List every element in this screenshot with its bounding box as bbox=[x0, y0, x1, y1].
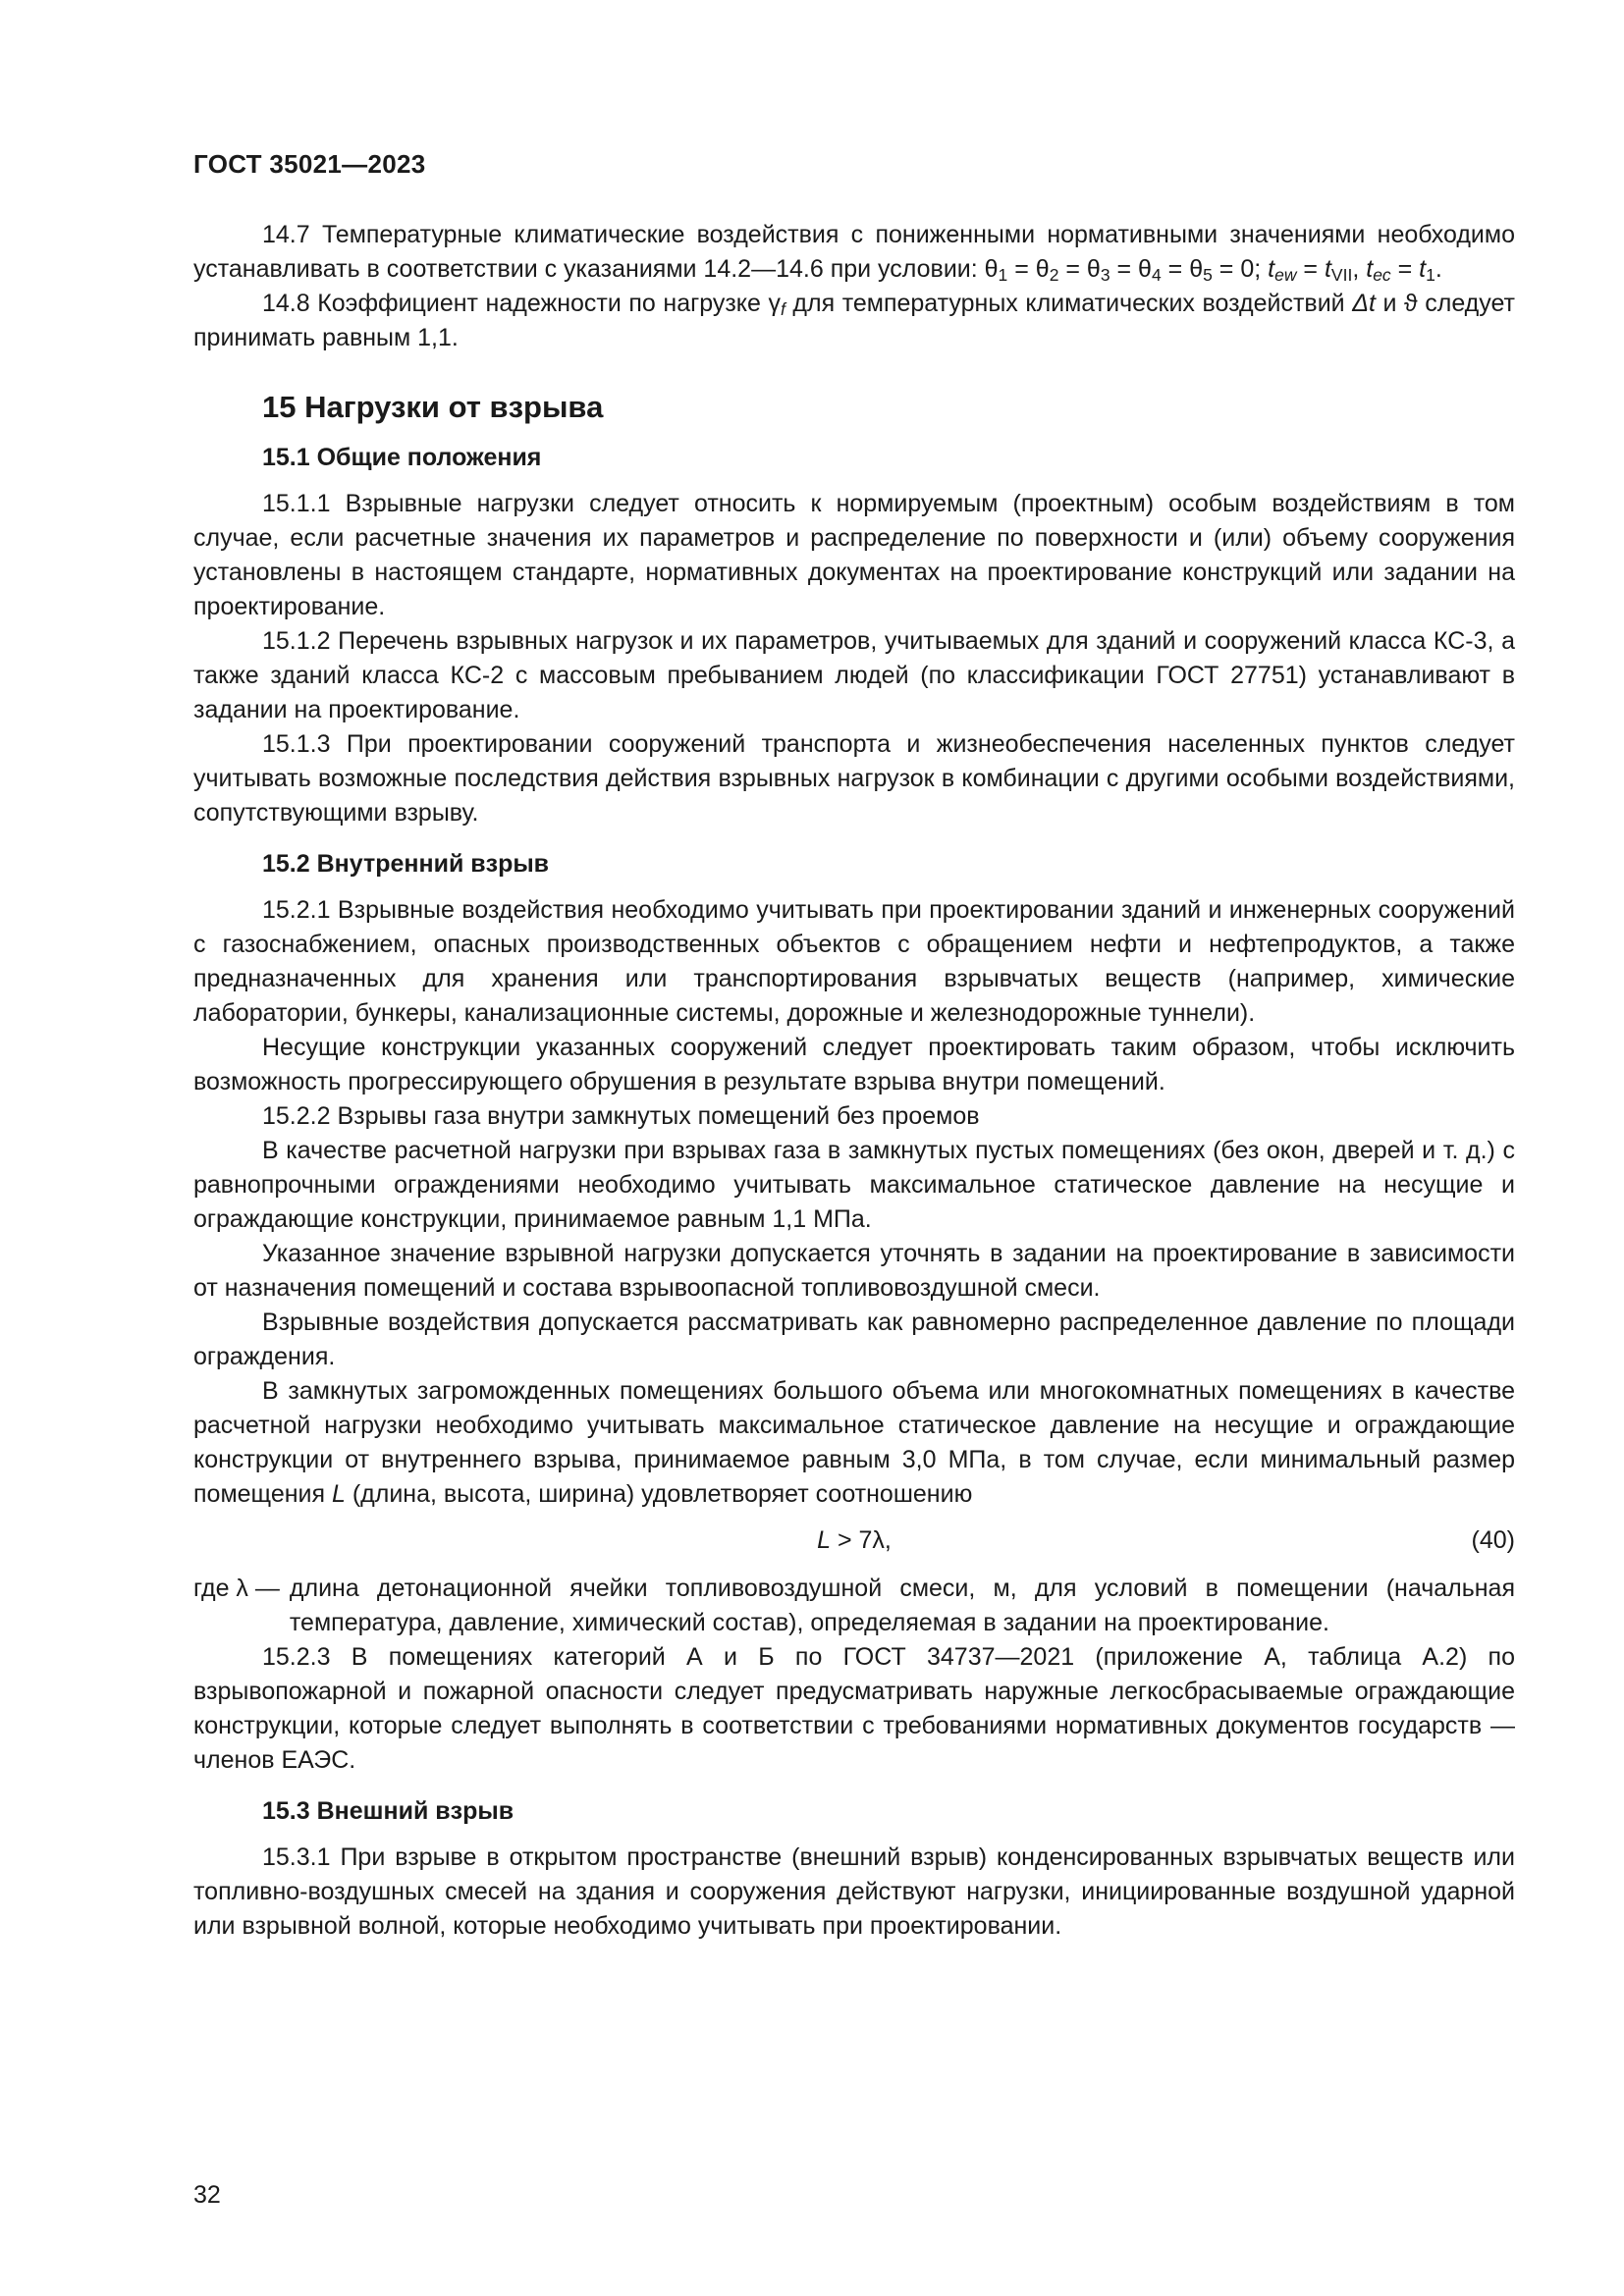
formula-legend bbox=[193, 1572, 1515, 1640]
paragraph-15-3-1: 15.3.1 При взрыве в открытом пространстве (внешний взрыв) конденсированных взрывчатых веществ или топливно-воздушных смесей на здания и сооружения действуют нагрузки, инициированные воздушной ударной или взрывной волной, которые необходимо учитывать при проектировании. bbox=[193, 1843, 1515, 1940]
legend-definition: длина детонационной ячейки топливовоздушной смеси, м, для условий в помещении (начальная температура, давление, химический состав), определяемая в задании на проектирование. bbox=[289, 1575, 1515, 1636]
paragraph-15-2-2: 15.2.2 Взрывы газа внутри замкнутых помещений без проемов bbox=[262, 1102, 980, 1130]
document-body bbox=[193, 218, 1515, 1944]
paragraph-15-2-2-b: Указанное значение взрывной нагрузки допускается уточнять в задании на проектирование в зависимости от назначения помещений и состава взрывоопасной топливовоздушной смеси. bbox=[193, 1240, 1515, 1302]
paragraph-15-2-2-c: Взрывные воздействия допускается рассматривать как равномерно распределенное давление по площади ограждения. bbox=[193, 1308, 1515, 1370]
paragraph-15-1-1: 15.1.1 Взрывные нагрузки следует относить к нормируемым (проектным) особым воздействиям в том случае, если расчетные значения их параметров и распределение по поверхности и (или) объему сооружения установлены в настоящем стандарте, нормативных документах на проектирование конструкций или задании на проектирование. bbox=[193, 490, 1515, 620]
paragraph-15-1-2: 15.1.2 Перечень взрывных нагрузок и их параметров, учитываемых для зданий и сооружений класса КС-3, а также зданий класса КС-2 с массовым пребыванием людей (по классификации ГОСТ 27751) устанавливают в задании на проектирование. bbox=[193, 627, 1515, 723]
page-number: 32 bbox=[193, 2181, 221, 2209]
section-heading-15: 15 Нагрузки от взрыва bbox=[262, 390, 604, 424]
paragraph-15-1-3: 15.1.3 При проектировании сооружений транспорта и жизнеобеспечения населенных пунктов следует учитывать возможные последствия действия взрывных нагрузок в комбинации с другими особыми воздействиями, сопутствующими взрыву. bbox=[193, 730, 1515, 827]
paragraph-15-2-1: 15.2.1 Взрывные воздействия необходимо учитывать при проектировании зданий и инженерных сооружений с газоснабжением, опасных производственных объектов с обращением нефти и нефтепродуктов, а также предназначенных для хранения или транспортирования взрывчатых веществ (например, химические лаборатории, бункеры, канализационные системы, дорожные и железнодорожные туннели). bbox=[193, 896, 1515, 1027]
subsection-heading-15-3: 15.3 Внешний взрыв bbox=[262, 1797, 514, 1825]
formula-expression: L > 7λ, bbox=[817, 1526, 892, 1554]
formula-number: (40) bbox=[1471, 1526, 1515, 1554]
paragraph-15-2-2-d: В замкнутых загроможденных помещениях большого объема или многокомнатных помещениях в качестве расчетной нагрузки необходимо учитывать максимальное статическое давление на несущие и ограждающие конструкции от внутреннего взрыва, принимаемое равным 3,0 МПа, в том случае, если минимальный размер помещения L (длина, высота, ширина) удовлетворяет соотношению bbox=[193, 1377, 1515, 1508]
formula-40 bbox=[193, 1523, 1515, 1558]
paragraph-15-2-3: 15.2.3 В помещениях категорий А и Б по ГОСТ 34737—2021 (приложение А, таблица А.2) по взрывопожарной и пожарной опасности следует предусматривать наружные легкосбрасываемые ограждающие конструкции, которые следует выполнять в соответствии с требованиями нормативных документов государств — членов ЕАЭС. bbox=[193, 1643, 1515, 1774]
subsection-heading-15-1: 15.1 Общие положения bbox=[262, 444, 542, 471]
paragraph-15-2-1-b: Несущие конструкции указанных сооружений следует проектировать таким образом, чтобы исключить возможность прогрессирующего обрушения в результате взрыва внутри помещений. bbox=[193, 1034, 1515, 1095]
subsection-heading-15-2: 15.2 Внутренний взрыв bbox=[262, 850, 550, 878]
legend-symbol: где λ — bbox=[193, 1575, 280, 1602]
paragraph-14-8: 14.8 Коэффициент надежности по нагрузке $\gamma_f$ для температурных климатических воздействий Δt и ϑ следует принимать равным 1,1. bbox=[193, 290, 1515, 351]
paragraph-15-2-2-a: В качестве расчетной нагрузки при взрывах газа в замкнутых пустых помещениях (без окон, дверей и т. д.) с равнопрочными ограждениями необходимо учитывать максимальное статическое давление на несущие и ограждающие конструкции, принимаемое равным 1,1 МПа. bbox=[193, 1137, 1515, 1233]
document-header: ГОСТ 35021—2023 bbox=[193, 149, 426, 179]
paragraph-14-7: 14.7 Температурные климатические воздействия с пониженными нормативными значениями необходимо устанавливать в соответствии с указаниями 14.2—14.6 при условии: $\theta_1 = \theta_2 = \theta_3 = \theta_4 = \theta_5 = 0$; $t_{ew} = t_{VII}$, $t_{ec} = t_1$. bbox=[193, 221, 1515, 285]
